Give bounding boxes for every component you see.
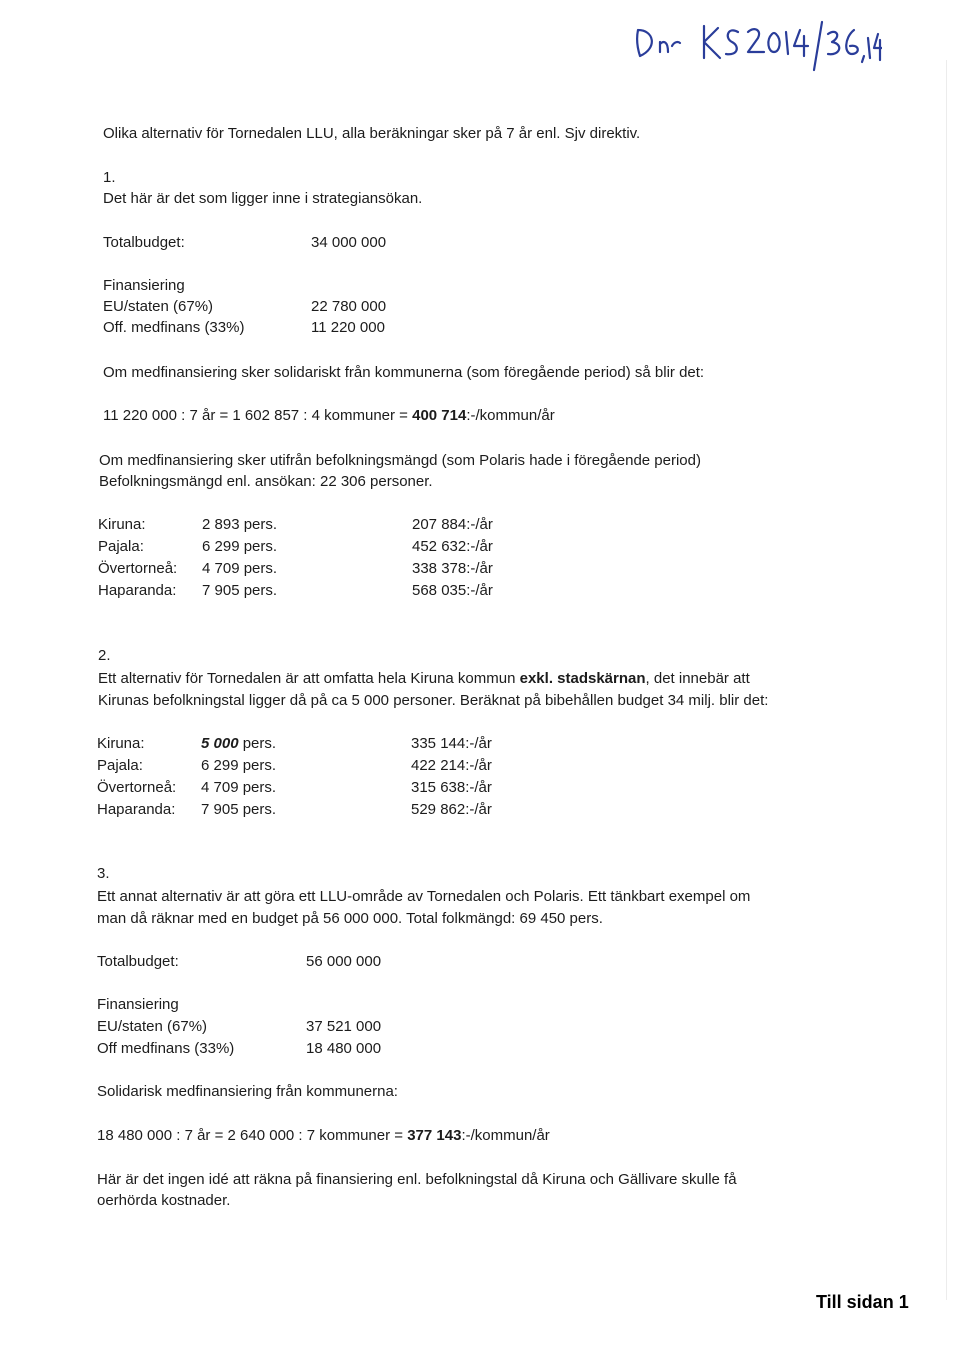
s1-off-value: 11 220 000 xyxy=(311,319,385,336)
population: 7 905 pers. xyxy=(202,582,278,599)
municipality-name: Kiruna: xyxy=(97,735,145,752)
population: 4 709 pers. xyxy=(201,779,277,796)
s3-calc-result: 377 143 xyxy=(407,1127,462,1144)
s3-calculation xyxy=(97,1126,550,1146)
population: 7 905 pers. xyxy=(201,801,277,818)
amount: 338 378:-/år xyxy=(412,560,493,577)
s2-line-2: Kirunas befolkningstal ligger då på ca 5 000 personer. Beräknat på bibehållen budget 34 milj. blir det: xyxy=(98,692,769,709)
population xyxy=(201,733,276,755)
s3-eu-label: EU/staten (67%) xyxy=(97,1018,208,1035)
municipality-name: Pajala: xyxy=(98,538,144,555)
municipality-name: Haparanda: xyxy=(98,582,177,599)
intro-text: Olika alternativ för Tornedalen LLU, alla beräkningar sker på 7 år enl. Sjv direktiv. xyxy=(103,125,641,142)
s1-budget-label: Totalbudget: xyxy=(103,234,185,251)
s1-budget-value: 34 000 000 xyxy=(311,234,387,251)
s1-befolkning-total: Befolkningsmängd enl. ansökan: 22 306 personer. xyxy=(99,473,433,490)
amount: 568 035:-/år xyxy=(412,582,493,599)
handwritten-registration-note xyxy=(632,18,882,74)
s2-line-1-end: , det innebär att xyxy=(645,670,750,687)
till-sidan-label: Till sidan 1 xyxy=(816,1292,909,1312)
section-2-number: 2. xyxy=(98,647,111,664)
amount: 335 144:-/år xyxy=(411,735,492,752)
municipality-name: Övertorneå: xyxy=(97,779,177,796)
population: 4 709 pers. xyxy=(202,560,278,577)
s3-line-2: man då räknar med en budget på 56 000 000. Total folkmängd: 69 450 pers. xyxy=(97,910,603,927)
section-1-number: 1. xyxy=(103,169,116,186)
s3-eu-value: 37 521 000 xyxy=(306,1018,382,1035)
s1-finansiering-title: Finansiering xyxy=(103,277,185,294)
s3-closing-line-1: Här är det ingen idé att räkna på finansiering enl. befolkningstal då Kiruna och Gällivare skulle få xyxy=(97,1171,737,1188)
s2-line-1-start: Ett alternativ för Tornedalen är att omfatta hela Kiruna kommun xyxy=(98,670,520,687)
s3-budget-label: Totalbudget: xyxy=(97,953,179,970)
population: 6 299 pers. xyxy=(201,757,277,774)
s1-solidarisk-text: Om medfinansiering sker solidariskt från kommunerna (som föregående period) så blir det: xyxy=(103,364,705,381)
amount: 315 638:-/år xyxy=(411,779,492,796)
section-1-heading: Det här är det som ligger inne i strategiansökan. xyxy=(103,190,423,207)
s3-calc-suffix: :-/kommun/år xyxy=(461,1127,550,1144)
s3-finansiering-title: Finansiering xyxy=(97,996,179,1013)
s1-befolkning-text: Om medfinansiering sker utifrån befolkningsmängd (som Polaris hade i föregående period) xyxy=(99,452,701,469)
municipality-name: Pajala: xyxy=(97,757,143,774)
population: 6 299 pers. xyxy=(202,538,278,555)
s3-off-label: Off medfinans (33%) xyxy=(97,1040,235,1057)
s3-solidarisk-label: Solidarisk medfinansiering från kommunerna: xyxy=(97,1083,398,1100)
population: 2 893 pers. xyxy=(202,516,278,533)
municipality-name: Kiruna: xyxy=(98,516,146,533)
s1-eu-label: EU/staten (67%) xyxy=(103,298,214,315)
s1-calculation xyxy=(103,406,555,426)
s3-line-1: Ett annat alternativ är att göra ett LLU-område av Tornedalen och Polaris. Ett tänkbart exempel om xyxy=(97,888,751,905)
s2-line-1 xyxy=(98,669,750,689)
amount: 422 214:-/år xyxy=(411,757,492,774)
s2-line-1-bold: exkl. stadskärnan xyxy=(519,670,646,687)
amount: 529 862:-/år xyxy=(411,801,492,818)
scan-edge-line xyxy=(946,60,947,1300)
amount: 452 632:-/år xyxy=(412,538,493,555)
section-3-number: 3. xyxy=(97,865,110,882)
population-unit: pers. xyxy=(238,735,277,752)
s1-calc-suffix: :-/kommun/år xyxy=(466,407,555,424)
s1-calc-result: 400 714 xyxy=(412,407,467,424)
s1-eu-value: 22 780 000 xyxy=(311,298,387,315)
municipality-name: Övertorneå: xyxy=(98,560,178,577)
amount: 207 884:-/år xyxy=(412,516,493,533)
s1-calc-prefix: 11 220 000 : 7 år = 1 602 857 : 4 kommuner = xyxy=(103,407,413,424)
municipality-name: Haparanda: xyxy=(97,801,176,818)
s3-budget-value: 56 000 000 xyxy=(306,953,382,970)
population-bold: 5 000 xyxy=(201,735,239,752)
s3-off-value: 18 480 000 xyxy=(306,1040,382,1057)
s1-off-label: Off. medfinans (33%) xyxy=(103,319,245,336)
s3-calc-prefix: 18 480 000 : 7 år = 2 640 000 : 7 kommuner = xyxy=(97,1127,408,1144)
s3-closing-line-2: oerhörda kostnader. xyxy=(97,1192,231,1209)
